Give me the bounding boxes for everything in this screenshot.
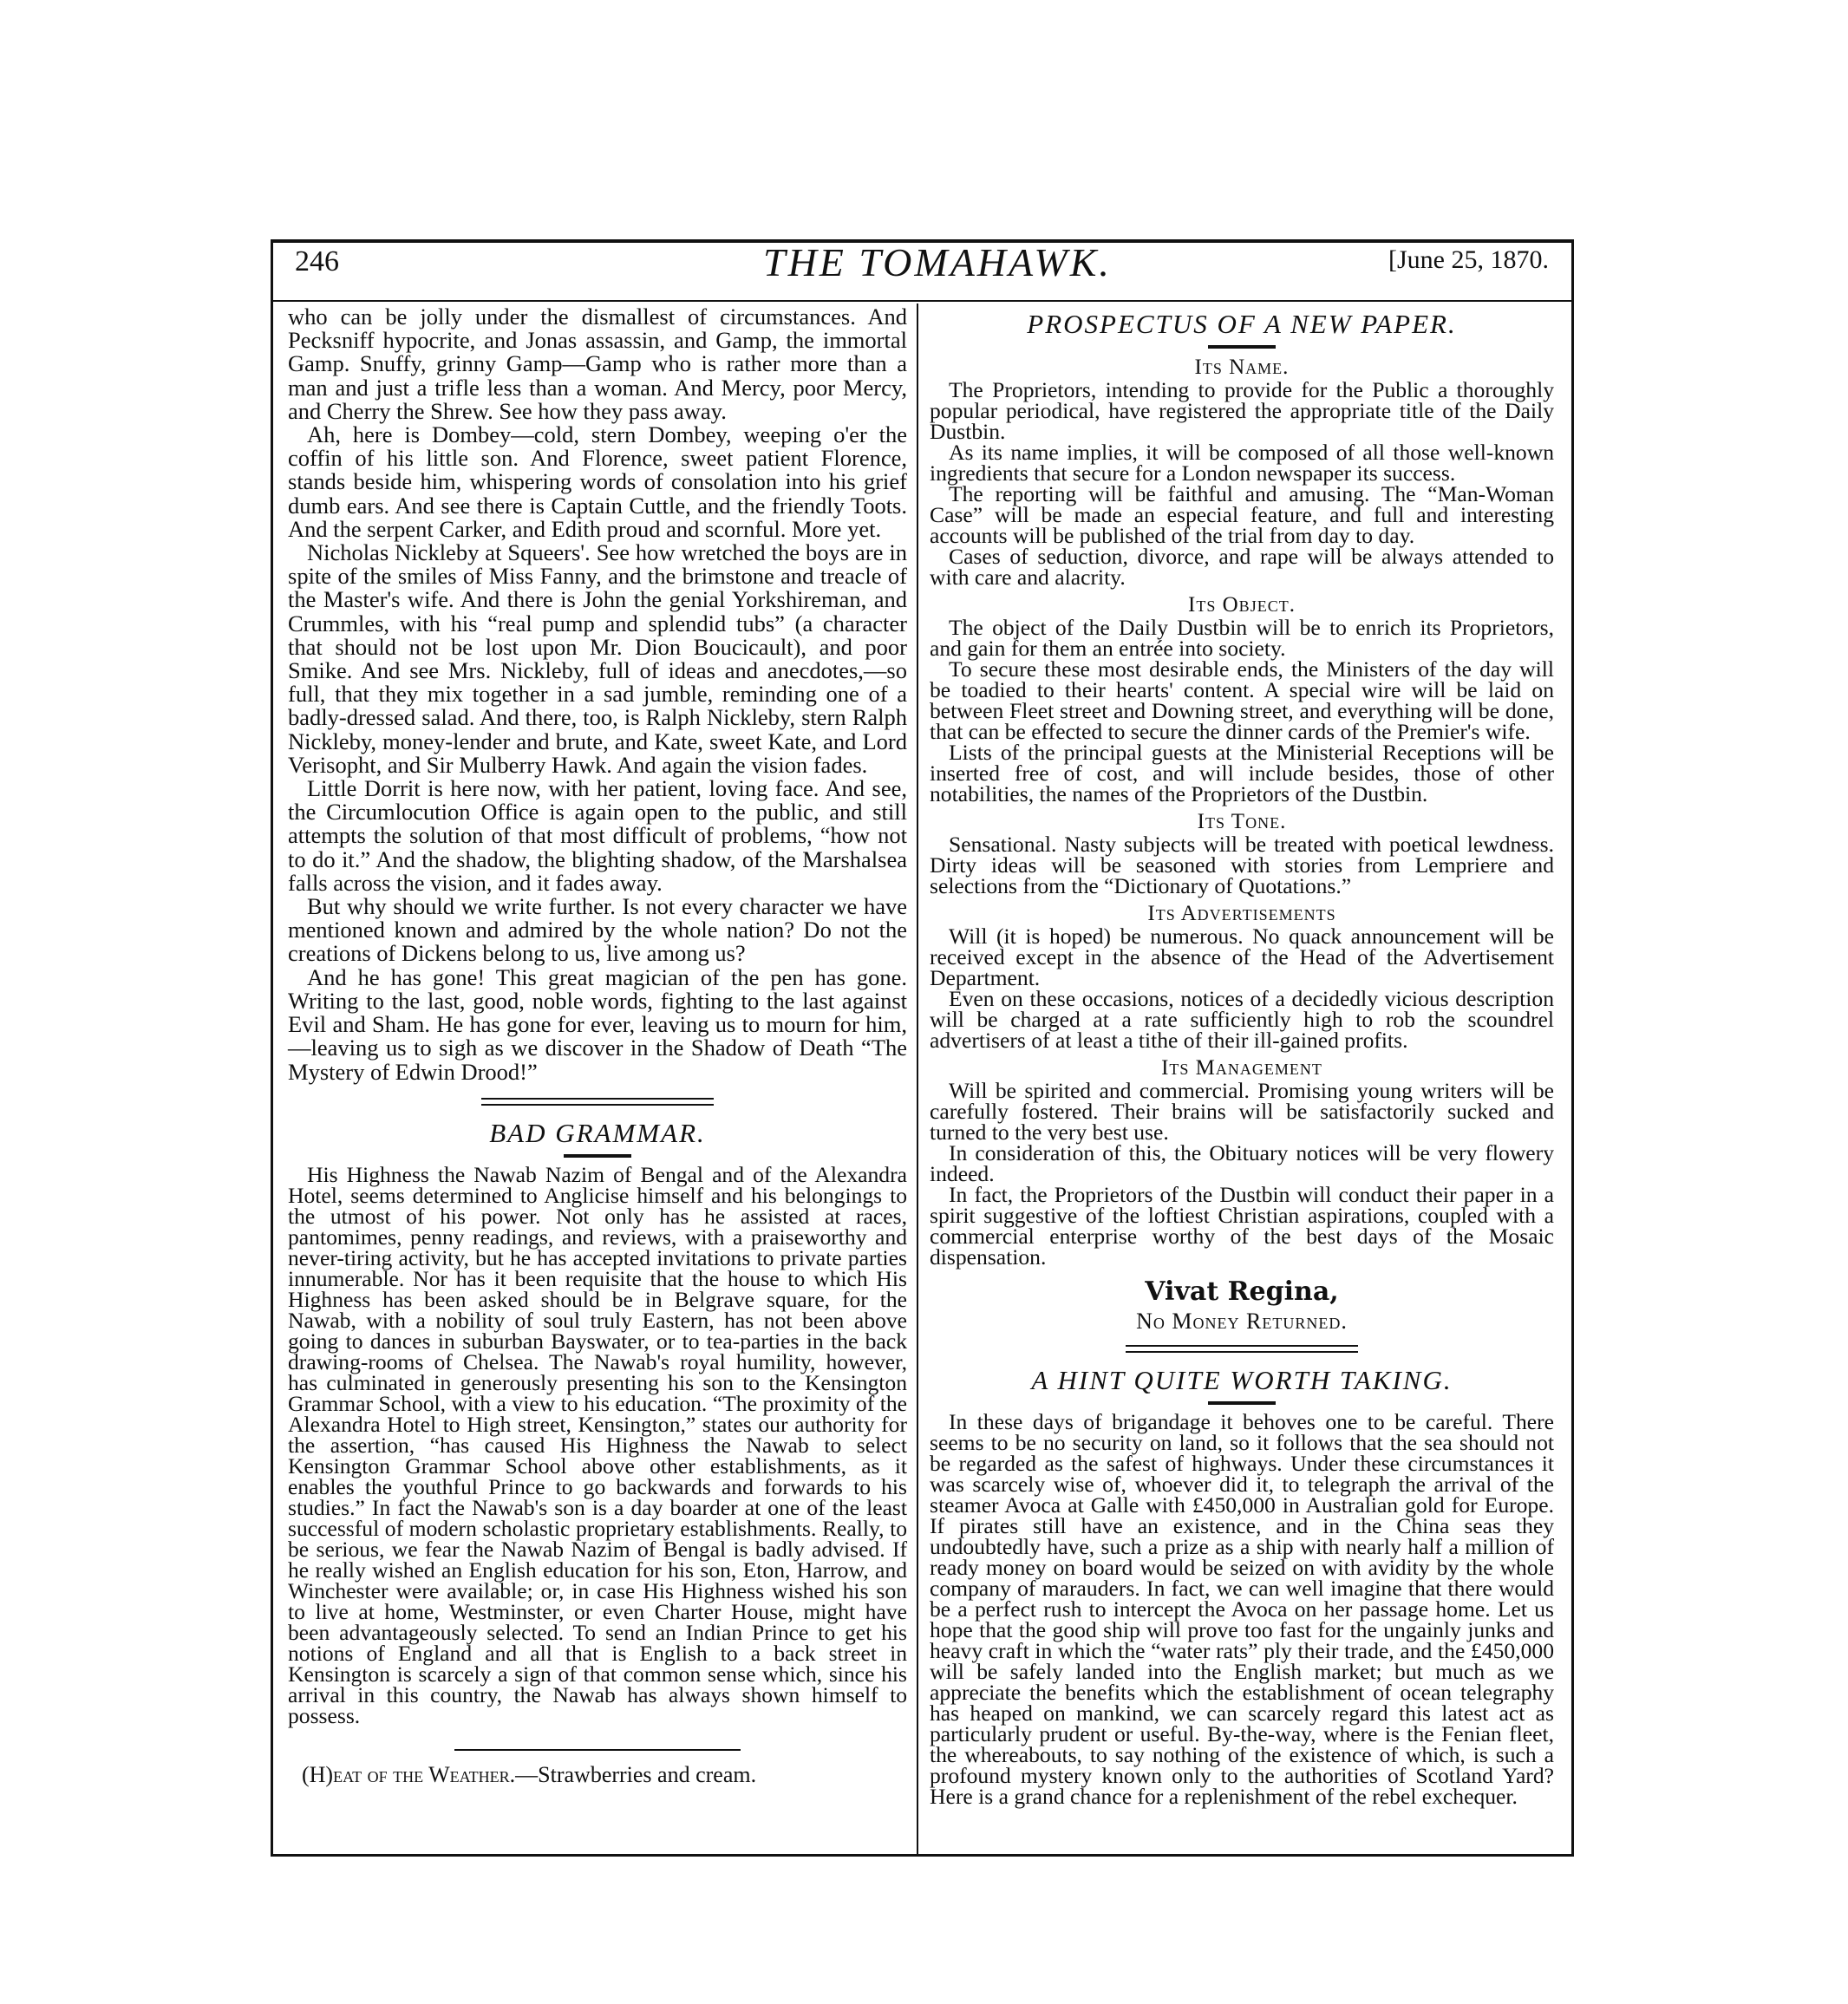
section-heading: Its Management	[1161, 1056, 1322, 1080]
article-paragraph: Ah, here is Dombey—cold, stern Dombey, weeping o'er the coffin of his little son. And Florence, sweet patient Florence, stands beside him, whispering words of consolation into his grief dumb ears. And see there is Captain Cuttle, and the friendly Toots. And the serpent Carker, and Edith proud and scornful. More yet.	[288, 421, 907, 542]
header-rule	[271, 300, 1574, 302]
section-paragraph: The reporting will be faithful and amusing. The “Man-Woman Case” will be made an especial feature, and full and interesting accounts will be published of the trial from day to day.	[930, 481, 1554, 548]
section-paragraph: Sensational. Nasty subjects will be treated with poetical lewdness. Dirty ideas will be seasoned with stories from Lempriere and selections from the “Dictionary of Quotations.”	[930, 832, 1554, 898]
issue-date: [June 25, 1870.	[1388, 245, 1549, 274]
section-paragraph: Will (it is hoped) be numerous. No quack announcement will be received except in the absence of the Head of the Advertisement Department.	[930, 924, 1554, 990]
section-heading: Its Advertisements	[1147, 902, 1336, 925]
section-paragraph: The object of the Daily Dustbin will be to enrich its Proprietors, and gain for them an entrée into society.	[930, 615, 1554, 661]
section-paragraph: Even on these occasions, notices of a decidedly vicious description will be charged at a rate sufficiently high to rob the scoundrel advertisers of at least a tithe of their ill-gained profits.	[930, 986, 1554, 1053]
hint-text: In these days of brigandage it behoves one to be careful. There seems to be no security on land, so it follows that the sea should not be regarded as the safest of highways. Under these circumstances it was scarcely wise of, whoever did it, to telegraph the arrival of the steamer Avoca at Galle with £450,000 in Australian gold for Europe. If pirates still have an existence, and in the China seas they undoubtedly have, such a prize as a ship with nearly half a million of ready money on board would be seized on with avidity by the whole company of marauders. In fact, we can well imagine that there would be a perfect rush to intercept the Avoca on her passage home. Let us hope that the good ship will prove too fast for the ungainly junks and heavy craft in which the “water rats” ply their trade, and the £450,000 will be safely landed into the English market; but much as we appreciate the benefits which the establishment of ocean telegraphy has heaped on mankind, we can scarcely regard this latest act as particularly prudent or useful. By-the-way, where is the Fenian fleet, the whereabouts, to say nothing of the existence of which, is such a profound mystery known only to the authorities of Scotland Yard? Here is a grand chance for a replenishment of the rebel exchequer.	[930, 1409, 1554, 1809]
page-title: THE TOMAHAWK.	[763, 240, 1112, 284]
motto-subline: No Money Returned.	[1136, 1309, 1348, 1334]
section-paragraph: To secure these most desirable ends, the Ministers of the day will be toadied to their hearts' content. A special wire will be laid on between Fleet street and Downing street, and everything will be done, that can be effected to secure the dinner cards of the Premier's wife.	[930, 656, 1554, 744]
article-paragraph: But why should we write further. Is not every character we have mentioned known and admired by the whole nation? Do not the creations of Dickens belong to us, live among us?	[288, 893, 907, 967]
section-divider	[1126, 1345, 1358, 1353]
section-heading: Its Tone.	[1197, 810, 1287, 833]
column-rule	[917, 304, 918, 1854]
section-paragraph: Will be spirited and commercial. Promising young writers will be carefully fostered. Their brains will be satisfactorily sucked and turned to the very best use.	[930, 1078, 1554, 1145]
hint-heading: A HINT QUITE WORTH TAKING.	[1031, 1365, 1453, 1395]
left-column	[288, 305, 907, 1786]
prospectus-heading: PROSPECTUS OF A NEW PAPER.	[1027, 309, 1457, 339]
section-paragraph: In fact, the Proprietors of the Dustbin will conduct their paper in a spirit suggestive of the loftiest Christian aspirations, coupled with a commercial enterprise worthy of the best days of the Mosaic dispensation.	[930, 1182, 1554, 1270]
bad-grammar-heading: BAD GRAMMAR.	[489, 1117, 706, 1148]
section-divider	[481, 1098, 714, 1106]
article-paragraph: And he has gone! This great magician of the pen has gone. Writing to the last, good, noble words, fighting to the last against Evil and Sham. He has gone for ever, leaving us to mourn for him,—leaving us to sigh as we discover in the Shadow of Death “The Mystery of Edwin Drood!”	[288, 963, 907, 1085]
section-paragraph: As its name implies, it will be composed of all those well-known ingredients that secure for a London newspaper its success.	[930, 440, 1554, 486]
section-heading: Its Object.	[1188, 593, 1296, 617]
right-column	[930, 305, 1554, 1807]
footnote	[288, 1763, 907, 1786]
footnote-text: —Strawberries and cream.	[515, 1761, 757, 1787]
heading-rule	[1208, 1401, 1276, 1405]
section-paragraph: Lists of the principal guests at the Ministerial Receptions will be inserted free of cost, and will include besides, those of other notabilities, the names of the Proprietors of the Dustbin.	[930, 740, 1554, 806]
bad-grammar-text: His Highness the Nawab Nazim of Bengal and of the Alexandra Hotel, seems determined to Anglicise himself and his belongings to the utmost of his power. Not only has he assisted at races, pantomimes, penny readings, and reviews, with a praiseworthy and never-tiring activity, but he has accepted invitations to private parties innumerable. Nor has it been requisite that the house to which His Highness has been asked should be in Belgrave square, for the Nawab, with a nobility of soul truly Eastern, has not been above going to dances in suburban Bayswater, or to tea-parties in the back drawing-rooms of Chelsea. The Nawab's royal humility, however, has culminated in generously presenting his son to the Kensington Grammar School, with a view to his education. “The proximity of the Alexandra Hotel to High street, Kensington,” states our authority for the assertion, “has caused His Highness the Nawab to select Kensington Grammar School above other establishments, as it enables the youthful Prince to go backwards and forwards to his studies.” In fact the Nawab's son is a day boarder at one of the least successful of modern scholastic proprietary establishments. Really, to be serious, we fear the Nawab Nazim of Bengal is badly advised. If he really wished an English education for his son, Eton, Harrow, and Winchester were available; or, in case His Highness wished his son to live at home, Westminster, or even Charter House, might have been advantageously selected. To send an Indian Prince to get his notions of England and all that is English to a back street in Kensington is scarcely a sign of that common sense which, since his arrival in this country, the Nawab has always shown himself to possess.	[288, 1161, 907, 1728]
section-paragraph: In consideration of this, the Obituary notices will be very flowery indeed.	[930, 1140, 1554, 1186]
article-paragraph: Nicholas Nickleby at Squeers'. See how wretched the boys are in spite of the smiles of Miss Fanny, and the brimstone and treacle of the Master's wife. And there is John the genial Yorkshireman, and Crummles, with his “real pump and splendid tubs” (a character that should not be lost upon Mr. Dion Boucicault), and poor Smike. And see Mrs. Nickleby, full of ideas and anecdotes,—so full, that they mix together in a sad jumble, reminding one of a badly-dressed salad. And there, too, is Ralph Nickleby, stern Ralph Nickleby, money-lender and brute, and Kate, sweet Kate, and Lord Verisopht, and Sir Mulberry Hawk. And again the vision fades.	[288, 539, 907, 778]
motto: Vivat Regina,	[1145, 1276, 1339, 1307]
section-heading: Its Name.	[1194, 356, 1290, 379]
heading-rule	[1208, 345, 1276, 349]
section-divider	[454, 1749, 741, 1751]
heading-rule	[564, 1154, 631, 1158]
page-number: 246	[295, 245, 339, 277]
article-paragraph: who can be jolly under the dismallest of circumstances. And Pecksniff hypocrite, and Jonas assassin, and Gamp, the immortal Gamp. Snuffy, grinny Gamp—Gamp who is rather more than a man and just a trifle less than a woman. And Mercy, poor Mercy, and Cherry the Shrew. See how they pass away.	[288, 304, 907, 424]
footnote-lead: (H)eat of the Weather.	[302, 1761, 516, 1787]
article-paragraph: Little Dorrit is here now, with her patient, loving face. And see, the Circumlocution Office is again open to the public, and still attempts the solution of that most difficult of problems, “how not to do it.” And the shadow, the blighting shadow, of the Marshalsea falls across the vision, and it fades away.	[288, 775, 907, 896]
section-paragraph: The Proprietors, intending to provide for the Public a thoroughly popular periodical, have registered the appropriate title of the Daily Dustbin.	[930, 377, 1554, 444]
section-paragraph: Cases of seduction, divorce, and rape will be always attended to with care and alacrity.	[930, 544, 1554, 590]
